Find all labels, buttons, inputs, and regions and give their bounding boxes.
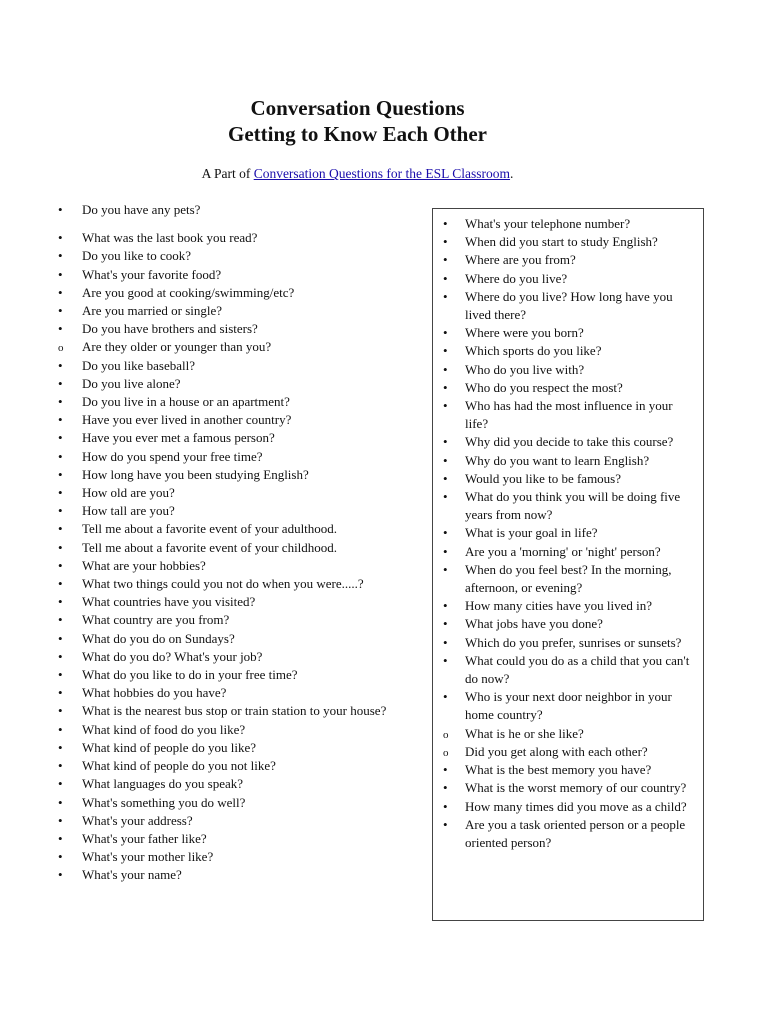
question-text: What two things could you not do when you were.....? <box>82 576 364 592</box>
question-text: What's your telephone number? <box>465 216 631 231</box>
page-title: Conversation Questions <box>250 96 465 120</box>
bullet-icon <box>58 575 63 593</box>
bullet-icon <box>58 721 63 739</box>
circle-bullet-icon <box>58 338 64 357</box>
bullet-icon <box>58 302 63 320</box>
bullet-icon <box>58 684 63 702</box>
question-item <box>443 597 698 615</box>
question-text: Where do you live? <box>465 270 568 286</box>
question-text: When did you start to study English? <box>465 234 658 250</box>
bullet-icon <box>443 270 448 288</box>
question-item <box>443 743 698 761</box>
question-text: Do you have brothers and sisters? <box>82 321 258 337</box>
question-text: What's your father like? <box>82 830 207 846</box>
bullet-icon <box>58 502 63 520</box>
bullet-icon <box>443 452 448 470</box>
question-item <box>58 429 418 447</box>
question-text: What is the nearest bus stop or train station to your house? <box>82 703 387 719</box>
source-line <box>0 165 715 183</box>
bullet-icon <box>58 648 63 666</box>
bullet-icon <box>58 520 63 538</box>
question-text: What's your name? <box>82 867 182 883</box>
question-item <box>443 233 698 251</box>
bullet-icon <box>443 433 448 451</box>
question-text: Tell me about a favorite event of your adulthood. <box>82 521 338 537</box>
bullet-icon <box>443 561 448 579</box>
question-text: Tell me about a favorite event of your childhood. <box>82 539 338 555</box>
bullet-icon <box>443 397 448 415</box>
question-item <box>443 634 698 652</box>
question-item <box>443 615 698 633</box>
question-text: What is your goal in life? <box>465 525 598 541</box>
question-text: What do you think you will be doing five years from now? <box>465 489 681 523</box>
question-item <box>443 779 698 797</box>
question-text: How many times did you move as a child? <box>465 798 687 814</box>
source-link[interactable]: Conversation Questions for the ESL Classroom <box>253 166 511 181</box>
bullet-icon <box>58 757 63 775</box>
bullet-icon <box>58 611 63 629</box>
question-text: Do you live alone? <box>82 375 181 391</box>
circle-bullet-icon <box>443 743 449 762</box>
bullet-icon <box>443 215 448 233</box>
question-item <box>58 229 418 247</box>
bullet-icon <box>58 630 63 648</box>
question-item <box>58 557 418 575</box>
question-text: How many cities have you lived in? <box>465 598 653 614</box>
bullet-icon <box>443 798 448 816</box>
question-item <box>58 466 418 484</box>
question-item <box>58 201 418 219</box>
question-item <box>58 484 418 502</box>
bullet-icon <box>58 739 63 757</box>
question-item <box>58 812 418 830</box>
question-item <box>443 324 698 342</box>
bullet-icon <box>58 320 63 338</box>
question-text: What kind of people do you like? <box>82 739 257 755</box>
circle-bullet-icon <box>443 725 449 744</box>
bullet-icon <box>58 830 63 848</box>
source-prefix: A Part of <box>201 166 254 181</box>
question-text: What jobs have you done? <box>465 616 603 632</box>
question-text: How long have you been studying English? <box>82 466 309 482</box>
bullet-icon <box>58 411 63 429</box>
question-item <box>58 539 418 557</box>
bullet-icon <box>443 488 448 506</box>
question-text: Are you good at cooking/swimming/etc? <box>82 284 295 300</box>
bullet-icon <box>443 543 448 561</box>
bullet-icon <box>58 866 63 884</box>
question-text: Who do you respect the most? <box>465 379 623 395</box>
bullet-icon <box>58 666 63 684</box>
question-text: What is the best memory you have? <box>465 762 652 778</box>
bullet-icon <box>443 324 448 342</box>
bullet-icon <box>443 688 448 706</box>
question-item <box>58 520 418 538</box>
question-item <box>443 270 698 288</box>
question-text: What do you like to do in your free time? <box>82 667 298 683</box>
question-item <box>443 652 698 688</box>
bullet-icon <box>443 761 448 779</box>
question-item <box>58 593 418 611</box>
question-item <box>58 357 418 375</box>
bullet-icon <box>443 288 448 306</box>
question-text: Which sports do you like? <box>465 343 602 359</box>
question-item <box>443 397 698 433</box>
bullet-icon <box>58 375 63 393</box>
bullet-icon <box>58 284 63 302</box>
question-item <box>443 251 698 269</box>
question-text: What was the last book you read? <box>82 230 258 246</box>
bullet-icon <box>58 775 63 793</box>
bullet-icon <box>58 812 63 830</box>
question-item <box>443 379 698 397</box>
question-item <box>58 266 418 284</box>
question-item <box>443 215 698 233</box>
bullet-icon <box>58 593 63 611</box>
right-question-list <box>443 215 698 852</box>
question-item <box>58 684 418 702</box>
question-item <box>58 502 418 520</box>
bullet-icon <box>58 429 63 447</box>
question-text: How do you spend your free time? <box>82 448 263 464</box>
question-item <box>443 361 698 379</box>
question-text: Have you ever lived in another country? <box>82 412 292 428</box>
question-text: Why do you want to learn English? <box>465 452 650 468</box>
question-item <box>58 794 418 812</box>
bullet-icon <box>58 539 63 557</box>
question-item <box>58 611 418 629</box>
question-text: What country are you from? <box>82 612 230 628</box>
question-text: Who has had the most influence in your life? <box>465 398 673 432</box>
bullet-icon <box>443 816 448 834</box>
question-text: Do you like to cook? <box>82 248 192 264</box>
question-text: What is he or she like? <box>465 725 584 741</box>
question-text: Are you a task oriented person or a people oriented person? <box>465 816 686 850</box>
bullet-icon <box>443 597 448 615</box>
question-item <box>443 798 698 816</box>
question-item <box>58 375 418 393</box>
bullet-icon <box>443 342 448 360</box>
bullet-icon <box>443 470 448 488</box>
bullet-icon <box>58 702 63 720</box>
question-text: What's your favorite food? <box>82 266 222 282</box>
bullet-icon <box>443 251 448 269</box>
question-text: What could you do as a child that you can't do now? <box>465 652 690 687</box>
question-text: What's something you do well? <box>82 794 246 810</box>
question-item <box>58 702 418 720</box>
question-item <box>58 721 418 739</box>
question-text: Who is your next door neighbor in your home country? <box>465 689 672 723</box>
source-suffix: . <box>510 166 514 181</box>
question-item <box>58 739 418 757</box>
question-text: What kind of people do you not like? <box>82 758 276 774</box>
question-text: Are you married or single? <box>82 303 223 319</box>
question-text: What hobbies do you have? <box>82 685 227 701</box>
question-item <box>58 448 418 466</box>
bullet-icon <box>58 357 63 375</box>
bullet-icon <box>58 201 63 219</box>
question-text: Where do you live? How long have you lived there? <box>465 288 673 323</box>
question-text: What are your hobbies? <box>82 557 206 573</box>
question-item <box>58 411 418 429</box>
question-text: What's your address? <box>82 812 193 828</box>
question-item <box>58 666 418 684</box>
question-item <box>58 830 418 848</box>
bullet-icon <box>58 393 63 411</box>
question-text: Why did you decide to take this course? <box>465 434 674 450</box>
question-text: Where are you from? <box>465 252 576 268</box>
question-item <box>443 433 698 451</box>
question-item <box>58 866 418 884</box>
question-item <box>443 761 698 779</box>
question-text: Which do you prefer, sunrises or sunsets? <box>465 634 682 650</box>
bullet-icon <box>58 229 63 247</box>
bullet-icon <box>58 448 63 466</box>
question-text: Where were you born? <box>465 325 584 341</box>
question-text: Do you like baseball? <box>82 357 195 373</box>
bullet-icon <box>443 779 448 797</box>
bullet-icon <box>443 361 448 379</box>
bullet-icon <box>443 615 448 633</box>
question-item <box>443 342 698 360</box>
question-text: Did you get along with each other? <box>465 743 648 759</box>
question-text: What do you do on Sundays? <box>82 630 235 646</box>
question-item <box>443 288 698 324</box>
question-item <box>443 561 698 597</box>
question-item <box>58 302 418 320</box>
question-item <box>58 575 418 593</box>
question-item <box>443 725 698 743</box>
bullet-icon <box>58 466 63 484</box>
bullet-icon <box>443 379 448 397</box>
question-item <box>443 543 698 561</box>
bullet-icon <box>58 484 63 502</box>
question-item <box>443 524 698 542</box>
bullet-icon <box>443 524 448 542</box>
right-question-box <box>432 208 704 921</box>
question-text: What do you do? What's your job? <box>82 648 263 664</box>
question-item <box>443 816 698 852</box>
question-text: Are you a 'morning' or 'night' person? <box>465 543 661 559</box>
question-text: Would you like to be famous? <box>465 470 622 486</box>
question-text: Who do you live with? <box>465 361 585 377</box>
bullet-icon <box>58 848 63 866</box>
bullet-icon <box>58 557 63 575</box>
question-item <box>443 470 698 488</box>
question-item <box>58 648 418 666</box>
question-item <box>443 452 698 470</box>
question-text: Do you live in a house or an apartment? <box>82 394 290 410</box>
left-question-list <box>58 201 418 885</box>
question-item <box>58 775 418 793</box>
bullet-icon <box>443 233 448 251</box>
question-text: How tall are you? <box>82 503 175 519</box>
question-text: When do you feel best? In the morning, afternoon, or evening? <box>465 561 672 596</box>
question-item <box>58 284 418 302</box>
question-text: Are they older or younger than you? <box>82 339 272 355</box>
question-text: What is the worst memory of our country? <box>465 780 687 796</box>
question-text: Do you have any pets? <box>82 202 201 217</box>
question-item <box>58 757 418 775</box>
bullet-icon <box>58 794 63 812</box>
question-item <box>58 630 418 648</box>
bullet-icon <box>443 634 448 652</box>
question-text: Have you ever met a famous person? <box>82 430 275 446</box>
question-item <box>58 247 418 265</box>
question-item <box>58 848 418 866</box>
question-text: What kind of food do you like? <box>82 721 246 737</box>
bullet-icon <box>58 247 63 265</box>
question-text: How old are you? <box>82 485 175 501</box>
question-text: What countries have you visited? <box>82 594 256 610</box>
bullet-icon <box>58 266 63 284</box>
question-item <box>58 393 418 411</box>
page-subtitle-heading: Getting to Know Each Other <box>228 122 487 146</box>
question-item <box>58 320 418 338</box>
question-item <box>443 688 698 724</box>
question-item <box>443 488 698 524</box>
question-item <box>58 338 418 356</box>
bullet-icon <box>443 652 448 670</box>
question-text: What's your mother like? <box>82 849 214 865</box>
question-text: What languages do you speak? <box>82 776 244 792</box>
